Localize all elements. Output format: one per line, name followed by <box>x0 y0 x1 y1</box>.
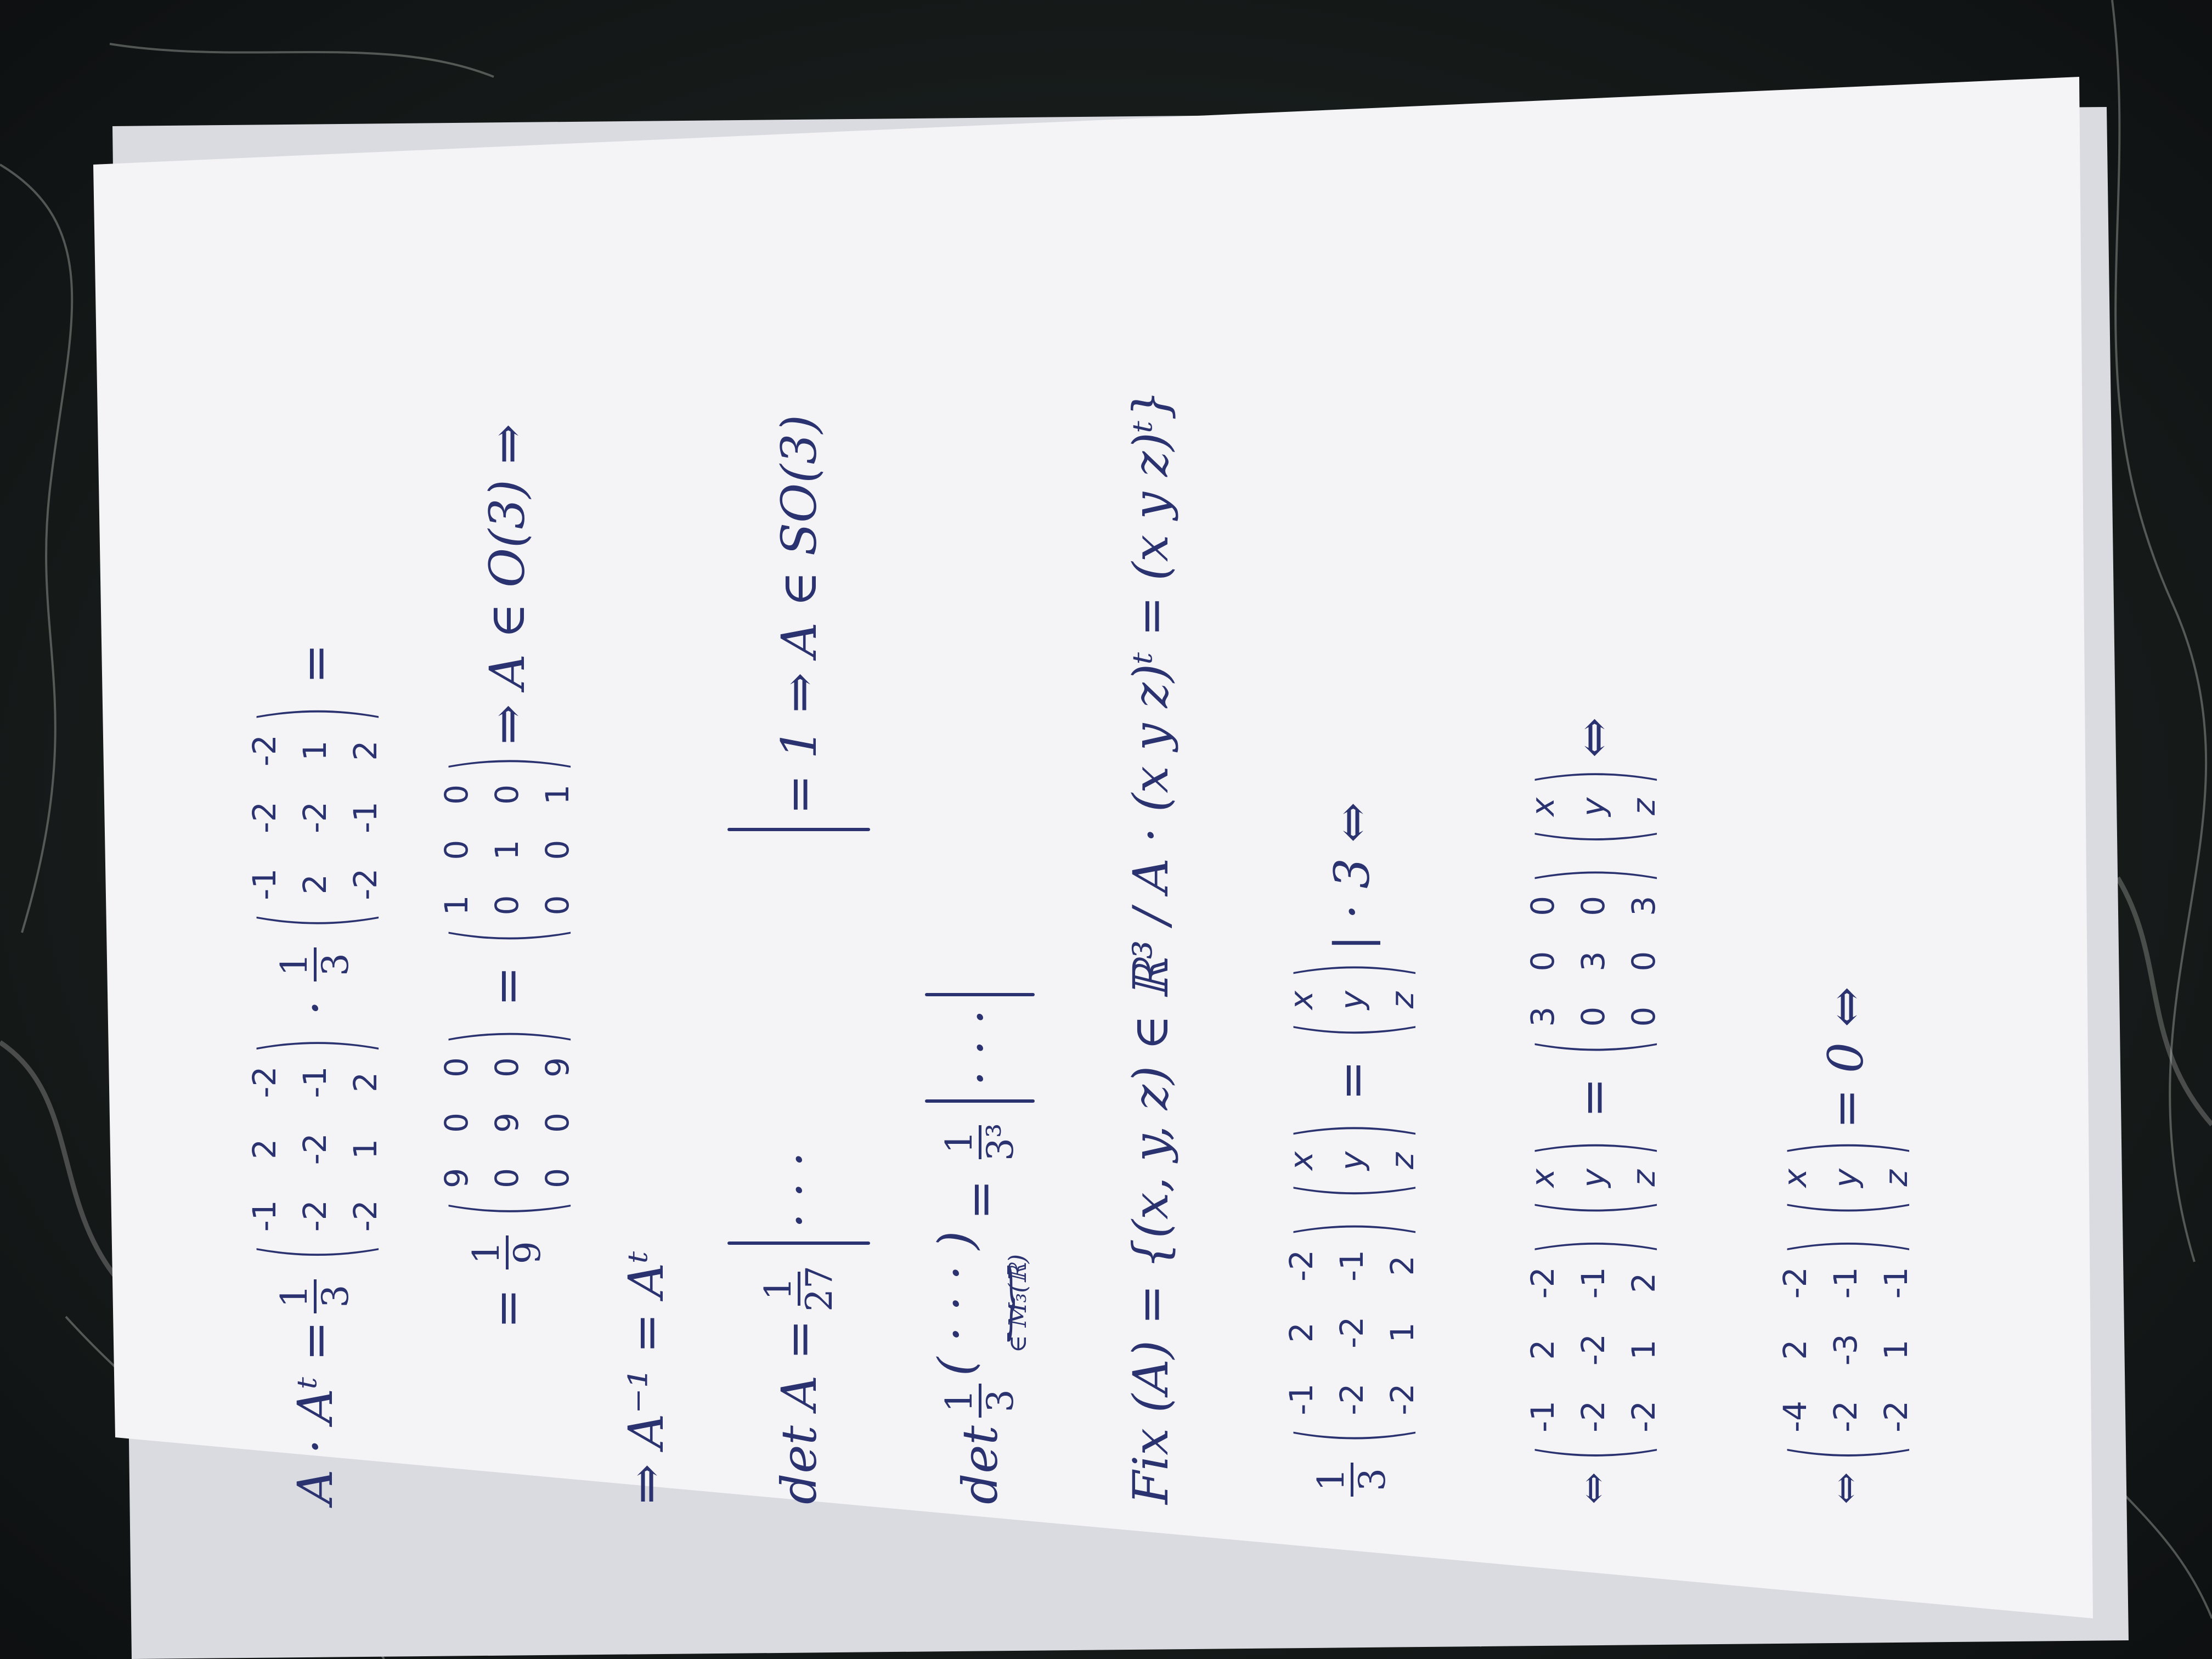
matrix-cell: 0 <box>488 1057 526 1078</box>
matrix-cell: -2 <box>1524 1267 1561 1299</box>
equivalence-sign: ⇔ <box>1823 1472 1868 1504</box>
matrix-cell: 0 <box>488 784 526 805</box>
matrix-cell: 0 <box>438 784 475 805</box>
line-8-tail: ⇔ <box>1565 717 1622 758</box>
matrix-cell: -2 <box>347 1200 384 1232</box>
matrix-cell: z <box>1384 1152 1421 1170</box>
matrix-cell: 1 <box>1384 1322 1421 1343</box>
matrix-cell: 0 <box>1575 895 1612 916</box>
matrix-cell: 0 <box>438 839 475 860</box>
matrix-cell: y <box>1333 990 1370 1010</box>
line-1 <box>236 633 394 1504</box>
matrix-cell: 0 <box>1524 951 1561 972</box>
matrix-cell: -1 <box>1877 1267 1915 1299</box>
matrix-cell: x <box>1524 797 1561 816</box>
matrix-cell: 2 <box>347 740 384 761</box>
vector-xyz: ( x y z ) <box>1273 962 1431 1039</box>
vector-xyz-cells <box>1517 786 1669 828</box>
matrix-cell: -2 <box>1333 1383 1370 1415</box>
matrix-cell: -1 <box>347 802 384 833</box>
matrix-cell: -1 <box>1283 1383 1320 1415</box>
det-bar-right <box>727 828 870 831</box>
matrix-cell: 1 <box>539 784 576 805</box>
matrix-cell: 3 <box>1524 1006 1561 1027</box>
matrix-cell: 2 <box>246 1138 283 1159</box>
matrix-a-scaled-cells <box>1517 1255 1669 1444</box>
matrix-3i-cells <box>1517 884 1669 1039</box>
matrix-cell: -2 <box>1333 1316 1370 1348</box>
line-4-rhs: = 1 ⇒ A ∈ SO(3) <box>770 415 827 815</box>
vector-xyz: ( x y z ) <box>1514 1139 1672 1216</box>
matrix-9i-cells <box>431 1045 583 1200</box>
matrix-9i: ( 9 0 0 0 9 0 0 0 9 ) <box>428 1028 586 1217</box>
line-4-dots: · · · <box>770 1152 827 1228</box>
matrix-cell: y <box>1575 797 1612 816</box>
underbraced-matrix: ( · · · ) ⏟ ∈ M₃(ℝ) <box>928 1231 1032 1376</box>
matrix-cell: -2 <box>1625 1401 1662 1432</box>
matrix-cell: -2 <box>1575 1401 1612 1432</box>
matrix-cell: -1 <box>246 868 283 900</box>
matrix-cell: 9 <box>438 1167 475 1188</box>
matrix-cell: x <box>1283 1151 1320 1171</box>
det-label: det <box>951 1425 1008 1504</box>
matrix-cell: -2 <box>296 1200 334 1232</box>
equivalence-sign: ⇔ <box>1571 1472 1616 1504</box>
vector-xyz: ( x y z ) <box>1514 769 1672 845</box>
matrix-cell: x <box>1283 990 1320 1010</box>
matrix-cell: -4 <box>1776 1401 1814 1432</box>
matrix-cell: 2 <box>296 874 334 895</box>
matrix-cell: 0 <box>438 1057 475 1078</box>
matrix-cell: -1 <box>296 1066 334 1098</box>
matrix-cell: y <box>1575 1169 1612 1188</box>
line-7-fraction: 1 3 <box>1312 1463 1391 1497</box>
line-4 <box>727 415 870 1504</box>
matrix-a: ( -1 2 -2 -2 -2 -1 -2 1 2 ) <box>1273 1221 1431 1444</box>
matrix-cell: -2 <box>1877 1401 1915 1432</box>
det-bar-left <box>925 1099 1035 1103</box>
line-1-fraction-2: 1 3 <box>275 947 354 981</box>
equals-sign: = <box>286 644 343 684</box>
matrix-cell: 0 <box>1575 1006 1612 1027</box>
matrix-cell: 0 <box>488 895 526 916</box>
matrix-cell: 1 <box>347 1138 384 1159</box>
det-bar-left <box>727 1242 870 1245</box>
line-5-fraction-2: 1 3³ <box>938 1123 1022 1161</box>
fix-set-definition: Fix (A) = {(x, y, z) ∈ ℝ³ / A · (x y z)ᵗ = (x y z)ᵗ} <box>1122 390 1179 1504</box>
line-4-fraction: 1 27 <box>757 1266 840 1312</box>
matrix-a-cells <box>1276 1238 1427 1427</box>
matrix-cell: 1 <box>488 839 526 860</box>
line-6 <box>1122 390 1179 1504</box>
line-2 <box>428 424 586 1340</box>
line-5-dots: · · · <box>951 1009 1008 1086</box>
identity-matrix-cells <box>431 772 583 928</box>
vector-xyz-cells <box>1276 1139 1427 1182</box>
line-7-tail: | · 3 ⇔ <box>1323 802 1380 951</box>
matrix-cell: z <box>1625 798 1662 816</box>
matrix-cell: -1 <box>1827 1267 1864 1299</box>
vector-xyz: ( x y z ) <box>1273 1122 1431 1199</box>
line-8 <box>1514 717 1672 1504</box>
matrix-a-cells <box>239 1054 391 1244</box>
matrix-cell: 0 <box>1625 1006 1662 1027</box>
matrix-a: ( -1 2 -2 -2 -2 -1 -2 1 2 ) <box>236 1037 394 1261</box>
line-4-lhs: det A = <box>770 1319 827 1504</box>
matrix-cell: -1 <box>1524 1401 1561 1432</box>
matrix-cell: 0 <box>438 1113 475 1133</box>
line-1-fraction-1: 1 3 <box>275 1279 354 1313</box>
matrix-cell: z <box>1384 991 1421 1009</box>
matrix-cell: 1 <box>296 740 334 761</box>
vector-xyz-cells <box>1517 1156 1669 1199</box>
equals-sign: = <box>1565 1077 1622 1118</box>
matrix-cell: 1 <box>1625 1339 1662 1360</box>
line-9-rhs: = 0 ⇔ <box>1817 986 1874 1129</box>
matrix-cell: -1 <box>1333 1250 1370 1282</box>
dot-operator: · <box>286 1000 343 1016</box>
matrix-cell: -2 <box>347 868 384 900</box>
matrix-cell: 3 <box>1625 895 1662 916</box>
equals-sign: = <box>1323 1060 1380 1101</box>
matrix-cell: 0 <box>539 1167 576 1188</box>
line-7 <box>1273 802 1431 1504</box>
matrix-cell: 0 <box>488 1167 526 1188</box>
matrix-cell: 2 <box>1776 1339 1814 1360</box>
matrix-cell: z <box>1877 1170 1915 1187</box>
matrix-a-transpose-cells <box>239 723 391 912</box>
line-5 <box>925 980 1035 1504</box>
handwritten-notes <box>146 89 2066 1570</box>
matrix-cell: -2 <box>296 1133 334 1165</box>
matrix-cell: -1 <box>1575 1267 1612 1299</box>
matrix-cell: 2 <box>1625 1272 1662 1293</box>
vector-xyz-cells <box>1276 979 1427 1022</box>
matrix-cell: -2 <box>1776 1267 1814 1299</box>
matrix-cell: 3 <box>1575 951 1612 972</box>
matrix-cell: y <box>1827 1169 1864 1188</box>
matrix-cell: y <box>1333 1151 1370 1171</box>
matrix-cell: 0 <box>1625 951 1662 972</box>
matrix-a-minus-3i: ( -4 2 -2 -2 -3 -1 -2 1 -1 ) <box>1767 1238 1925 1462</box>
matrix-cell: -2 <box>246 735 283 767</box>
det-bar-right <box>925 993 1035 996</box>
matrix-cell: -2 <box>1283 1250 1320 1282</box>
matrix-cell: -2 <box>246 1066 283 1098</box>
matrix-cell: 0 <box>539 839 576 860</box>
line-2-conclusion: ⇒ A ∈ O(3) ⇒ <box>478 424 535 745</box>
line-2-fraction: 1 9 <box>467 1235 546 1269</box>
line-5-fraction: 1 3 <box>940 1384 1019 1418</box>
matrix-cell: 2 <box>347 1072 384 1092</box>
line-1-lhs: A · Aᵗ = <box>286 1321 343 1504</box>
vector-xyz: ( x y z ) <box>1767 1139 1925 1216</box>
identity-matrix: ( 1 0 0 0 1 0 0 0 1 ) <box>428 755 586 944</box>
matrix-cell: 9 <box>539 1057 576 1078</box>
matrix-a-scaled: ( -1 2 -2 -2 -2 -1 -2 1 2 ) <box>1514 1238 1672 1462</box>
matrix-3i: ( 3 0 0 0 3 0 0 0 3 ) <box>1514 867 1672 1056</box>
matrix-cell: x <box>1776 1169 1814 1188</box>
matrix-cell: x <box>1524 1169 1561 1188</box>
equals-sign: = <box>951 1179 1008 1220</box>
equals-sign: = <box>478 966 535 1007</box>
vector-xyz-cells <box>1770 1156 1921 1199</box>
matrix-a-transpose: ( -1 -2 -2 2 -2 1 -2 -1 2 ) <box>236 706 394 929</box>
matrix-a-minus-3i-cells <box>1770 1255 1921 1444</box>
matrix-cell: 0 <box>539 1113 576 1133</box>
matrix-cell: 9 <box>488 1113 526 1133</box>
matrix-cell: -2 <box>296 802 334 833</box>
matrix-cell: -2 <box>1575 1334 1612 1366</box>
matrix-cell: 2 <box>1524 1339 1561 1360</box>
in-m3r: ∈ M₃(ℝ) <box>1004 1254 1032 1353</box>
matrix-cell: 2 <box>1384 1255 1421 1276</box>
line-3 <box>618 1251 674 1504</box>
matrix-cell: -3 <box>1827 1334 1864 1366</box>
matrix-cell: -2 <box>1827 1401 1864 1432</box>
inverse-equals-transpose: ⇒ A⁻¹ = Aᵗ <box>618 1251 674 1504</box>
matrix-cell: 2 <box>1283 1322 1320 1343</box>
matrix-cell: -2 <box>1384 1383 1421 1415</box>
line-9 <box>1767 986 1925 1504</box>
matrix-cell: 0 <box>539 895 576 916</box>
equals-sign: = <box>478 1288 535 1329</box>
matrix-cell: -1 <box>246 1200 283 1232</box>
matrix-cell: 0 <box>1524 895 1561 916</box>
matrix-cell: 1 <box>1877 1339 1915 1360</box>
matrix-cell: z <box>1625 1170 1662 1187</box>
matrix-cell: 1 <box>438 895 475 916</box>
matrix-cell: -2 <box>246 802 283 833</box>
